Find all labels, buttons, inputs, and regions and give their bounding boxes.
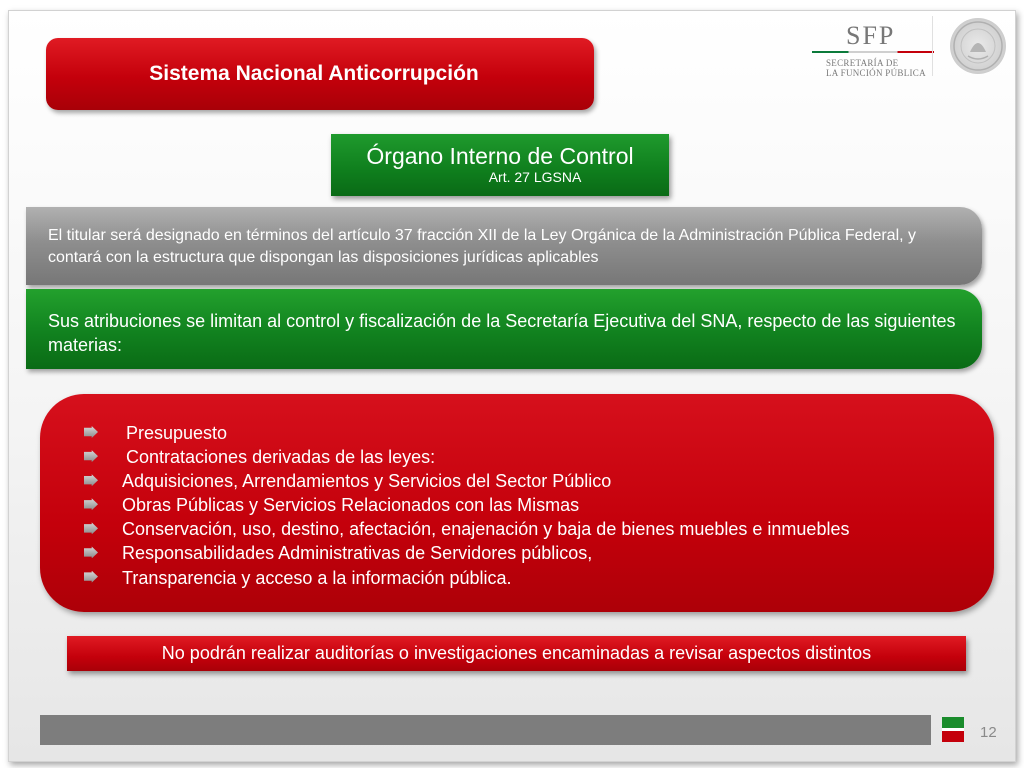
attributions-box <box>26 289 982 369</box>
mexico-flag-icon <box>942 717 964 745</box>
designation-text: El titular será designado en términos del artículo 37 fracción XII de la Ley Orgánica de la Administración Pública Federal, y contará con la estructura que dispongan las disposiciones jurídicas aplicables <box>48 227 917 266</box>
arrow-bullet-icon <box>84 498 98 510</box>
materias-box <box>40 394 994 612</box>
arrow-bullet-icon <box>84 522 98 534</box>
note-text: No podrán realizar auditorías o investigaciones encaminadas a revisar aspectos distintos <box>161 643 872 663</box>
footer-bar <box>40 715 931 745</box>
organo-subtitle: Art. 27 LGSNA <box>488 169 582 185</box>
arrow-bullet-icon <box>84 546 98 558</box>
note-banner <box>67 636 966 671</box>
logo-divider <box>932 16 933 76</box>
list-item-text: Responsabilidades Administrativas de Servidores públicos, <box>122 543 593 564</box>
list-item-text: Conservación, uso, destino, afectación, enajenación y baja de bienes muebles e inmuebles <box>122 519 850 540</box>
page-number: 12 <box>980 724 997 741</box>
designation-box <box>26 207 982 285</box>
logo-line-1: SECRETARÍA DE <box>826 58 899 68</box>
logo-name: SFP <box>846 21 896 50</box>
list-item-text: Presupuesto <box>126 423 228 443</box>
list-item-text: Transparencia y acceso a la información pública. <box>122 567 512 588</box>
arrow-bullet-icon <box>84 571 98 583</box>
attributions-text: Sus atribuciones se limitan al control y fiscalización de la Secretaría Ejecutiva del SNA, respecto de las siguientes materias: <box>48 311 956 355</box>
arrow-bullet-icon <box>84 426 98 438</box>
list-item-text: Adquisiciones, Arrendamientos y Servicios del Sector Público <box>122 471 612 492</box>
mexico-coat-of-arms-icon <box>950 18 1006 74</box>
organo-box <box>331 134 669 196</box>
page-title: Sistema Nacional Anticorrupción <box>149 62 479 85</box>
title-banner <box>46 38 594 110</box>
logo-tricolor-bar <box>812 51 934 53</box>
logo-line-2: LA FUNCIÓN PÚBLICA <box>826 68 926 78</box>
list-item-text: Obras Públicas y Servicios Relacionados con las Mismas <box>122 495 580 516</box>
arrow-bullet-icon <box>84 450 98 462</box>
list-item-text: Contrataciones derivadas de las leyes: <box>126 447 436 468</box>
arrow-bullet-icon <box>84 474 98 486</box>
sfp-logo <box>808 18 1008 78</box>
organo-title: Órgano Interno de Control <box>366 143 634 169</box>
